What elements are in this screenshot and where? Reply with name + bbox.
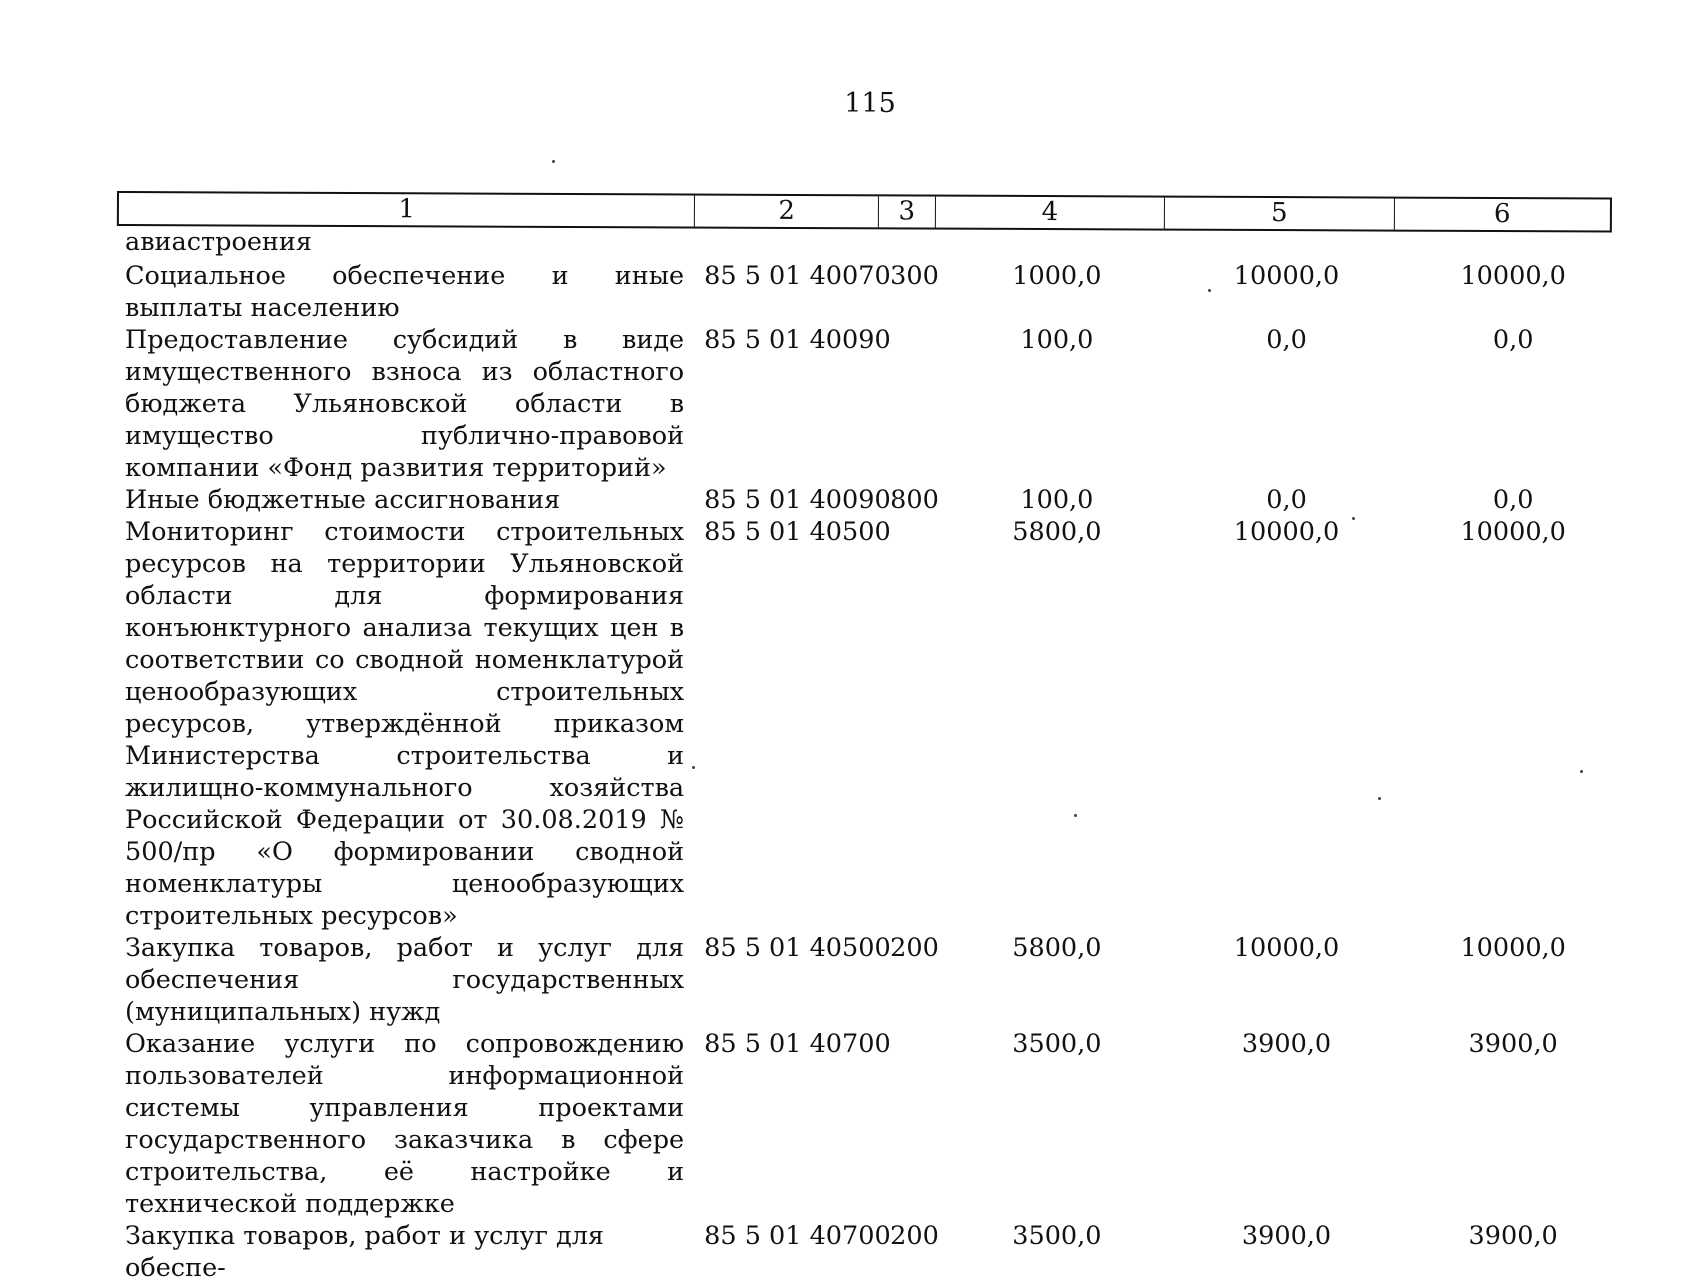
row-value-col4: 100,0 [1020,485,1094,515]
table-row [125,932,1625,1028]
column-header-6: 6 [1493,199,1511,230]
row-value-col4: 100,0 [1020,325,1094,355]
table-row [125,516,1625,932]
row-name: Предоставление субсидий в виде имущественного взноса из областного бюджета Ульяновской области в имущество публично-правовой компании «Фонд развития территорий» [125,325,685,483]
row-name: авиастроения [125,227,312,257]
row-value-col4: 3500,0 [1012,1029,1102,1059]
row-value-col4: 5800,0 [1012,933,1102,963]
row-name: Оказание услуги по сопровождению пользователей информационной системы управления проектами государственного заказчика в сфере строительства, её настройке и технической поддержке [125,1029,685,1219]
row-code: 85 5 01 40090 [704,325,891,355]
row-value-col4: 5800,0 [1012,517,1102,547]
row-name: Мониторинг стоимости строительных ресурсов на территории Ульяновской области для формирования конъюнктурного анализа текущих цен в соответствии со сводной номенклатурой ценообразующих строительных ресурсов, утверждённой приказом Министерства строительства и жилищно-коммунального хозяйства Российской Федерации от 30.08.2019 № 500/пр «О формировании сводной номенклатуры ценообразующих строительных ресурсов» [125,517,685,931]
row-value-col6: 3900,0 [1468,1221,1558,1251]
row-value-col5: 0,0 [1266,325,1307,355]
row-value-col4: 1000,0 [1012,261,1102,291]
row-value-col5: 10000,0 [1233,517,1340,547]
row-name: Социальное обеспечение и иные выплаты населению [125,261,685,323]
row-value-col6: 10000,0 [1460,261,1566,291]
scan-speck [1580,770,1583,773]
scan-speck [1074,814,1077,817]
row-value-col4: 3500,0 [1012,1221,1102,1251]
row-value-col6: 0,0 [1492,485,1534,515]
scan-speck [1208,289,1211,292]
row-name: Закупка товаров, работ и услуг для обеспе- [125,1221,605,1283]
column-header-2: 2 [695,196,879,228]
column-header-3: 3 [879,196,936,227]
row-code: 85 5 01 40700 [704,1029,891,1059]
row-value-col5: 0,0 [1266,485,1307,515]
page-number: 115 [844,88,896,119]
column-header-1: 1 [119,193,696,227]
column-header-4: 4 [936,197,1166,229]
table-row [125,1220,1625,1284]
row-expense-type: 200 [890,1221,939,1251]
budget-table-body [125,226,1625,1284]
row-code: 85 5 01 40090 [704,485,891,515]
table-row [125,260,1625,324]
row-value-col6: 10000,0 [1460,517,1566,547]
row-code: 85 5 01 40500 [704,517,891,547]
scan-speck [552,160,555,163]
row-expense-type: 300 [890,261,939,291]
row-code: 85 5 01 40500 [704,933,891,963]
scan-speck [1352,517,1355,520]
column-header-5: 5 [1165,198,1395,230]
row-value-col5: 10000,0 [1233,933,1340,963]
row-value-col5: 3900,0 [1241,1029,1332,1059]
row-value-col5: 10000,0 [1233,261,1340,291]
scan-speck [1378,797,1381,800]
row-expense-type: 200 [890,933,939,963]
row-name: Иные бюджетные ассигнования [125,485,561,515]
row-code: 85 5 01 40700 [704,1221,891,1251]
row-value-col6: 0,0 [1492,325,1534,355]
table-row [125,484,1625,516]
scan-speck [692,766,695,769]
table-row [125,226,1625,258]
row-name: Закупка товаров, работ и услуг для обеспечения государственных (муниципальных) нужд [125,933,685,1027]
row-code: 85 5 01 40070 [704,261,891,291]
row-value-col6: 3900,0 [1468,1029,1558,1059]
row-value-col5: 3900,0 [1241,1221,1332,1251]
table-row [125,1028,1625,1220]
row-expense-type: 800 [890,485,939,515]
table-row [125,324,1625,484]
row-value-col6: 10000,0 [1460,933,1566,963]
